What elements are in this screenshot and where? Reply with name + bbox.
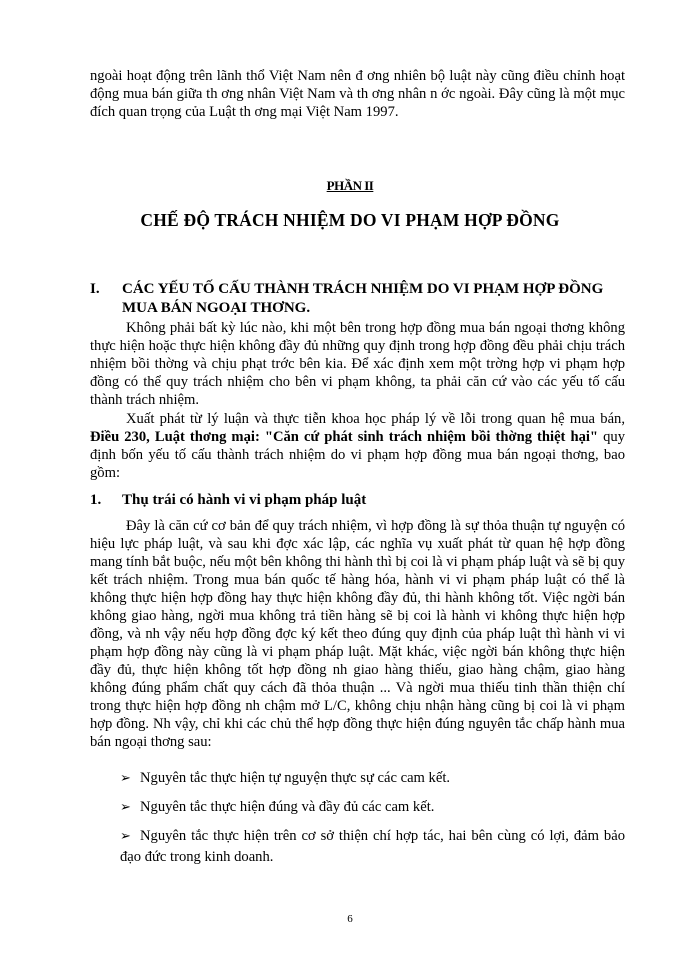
bullet-item [120,768,625,789]
arrow-bullet-icon: ➢ [120,829,131,844]
arrow-bullet-icon: ➢ [120,771,131,786]
subsection-number: 1. [90,492,102,508]
bullet-item [120,797,625,818]
arrow-bullet-icon: ➢ [120,800,131,815]
bullet-text: Nguyên tắc thực hiện trên cơ sở thiện chí hợp tác, hai bên cùng có lợi, đảm bảo đạo đức trong kinh doanh. [120,828,625,865]
section-number: I. [90,281,100,297]
paragraph-2-bold: Điều 230, Luật thơng mại: "Căn cứ phát sinh trách nhiệm bồi thờng thiệt hại" [90,429,599,445]
bullet-item [120,826,625,867]
subsection-title: Thụ trái có hành vi vi phạm pháp luật [122,492,367,508]
paragraph-2-text-a: Xuất phát từ lý luận và thực tiễn khoa học pháp lý về lỗi trong quan hệ mua bán, [126,411,625,427]
paragraph-2 [90,410,625,482]
paragraph-1: Không phải bất kỳ lúc nào, khi một bên trong hợp đồng mua bán ngoại thơng không thực hiện hoặc thực hiện không đầy đủ những quy định trong hợp đồng đều phải chịu trách nhiệm bồi thờng và chịu phạt trớc bên kia. Để xác định xem một trờng hợp vi phạm hợp đồng có thể quy trách nhiệm cho bên vi phạm không, ta phải căn cứ vào các yếu tố cấu thành trách nhiệm. [90,320,625,408]
section-title: CÁC YẾU TỐ CẤU THÀNH TRÁCH NHIỆM DO VI PHẠM HỢP ĐỒNG MUA BÁN NGOẠI THƠNG. [122,281,604,316]
paragraph-3: Đây là căn cứ cơ bản để quy trách nhiệm, vì hợp đồng là sự thỏa thuận tự nguyện có hiệu lực pháp luật, và sau khi đợc xác lập, các nghĩa vụ xuất phát từ quan hệ hợp đồng mang tính bắt buộc, nếu một bên không thi hành thì bị coi là vi phạm pháp luật và sẽ bị quy kết trách nhiệm. Trong mua bán quốc tế hàng hóa, hành vi vi phạm pháp luật có thể là không thực hiện hợp đồng hay thực hiện không đầy đủ, thi hành không tốt. Việc ngời bán không giao hàng, ngời mua không trả tiền hàng sẽ bị coi là hành vi không thực hiện hợp đồng, và nh vậy nếu hợp đồng đợc ký kết theo đúng quy định của pháp luật thì hành vi vi phạm hợp đồng này cũng là vi phạm pháp luật. Mặt khác, việc ngời bán không thực hiện đầy đủ, thực hiện không tốt hợp đồng nh giao hàng thiếu, giao hàng chậm, giao hàng không đúng phẩm chất quy cách đã thỏa thuận ... Và ngời mua thiếu tinh thần thiện chí trong thực hiện hợp đồng nh chậm mở L/C, không chịu nhận hàng cũng bị coi là vi phạm hợp đồng. Nh vậy, chỉ khi các chủ thể hợp đồng thực hiện đúng nguyên tắc chấp hành mua bán ngoại thơng sau: [90,518,626,750]
bullet-text: Nguyên tắc thực hiện đúng và đầy đủ các cam kết. [140,799,435,815]
bullet-text: Nguyên tắc thực hiện tự nguyện thực sự các cam kết. [140,770,451,786]
page-number: 6 [347,913,353,925]
part-title: CHẾ ĐỘ TRÁCH NHIỆM DO VI PHẠM HỢP ĐỒNG [140,210,560,230]
paragraph-2-text-b: quy định bốn yếu tố cấu thành trách nhiệm do vi phạm hợp đồng mua bán ngoại thơng, bao gồm: [90,429,625,481]
intro-paragraph: ngoài hoạt động trên lãnh thổ Việt Nam nên đ ơng nhiên bộ luật này cũng điều chỉnh hoạt động mua bán giữa th ơng nhân Việt Nam và th ơng nhân n ớc ngoài. Đây cũng là một mục đích quan trọng của Luật th ơng mại Việt Nam 1997. [90,68,625,120]
part-label: PHẦN II [326,178,374,193]
